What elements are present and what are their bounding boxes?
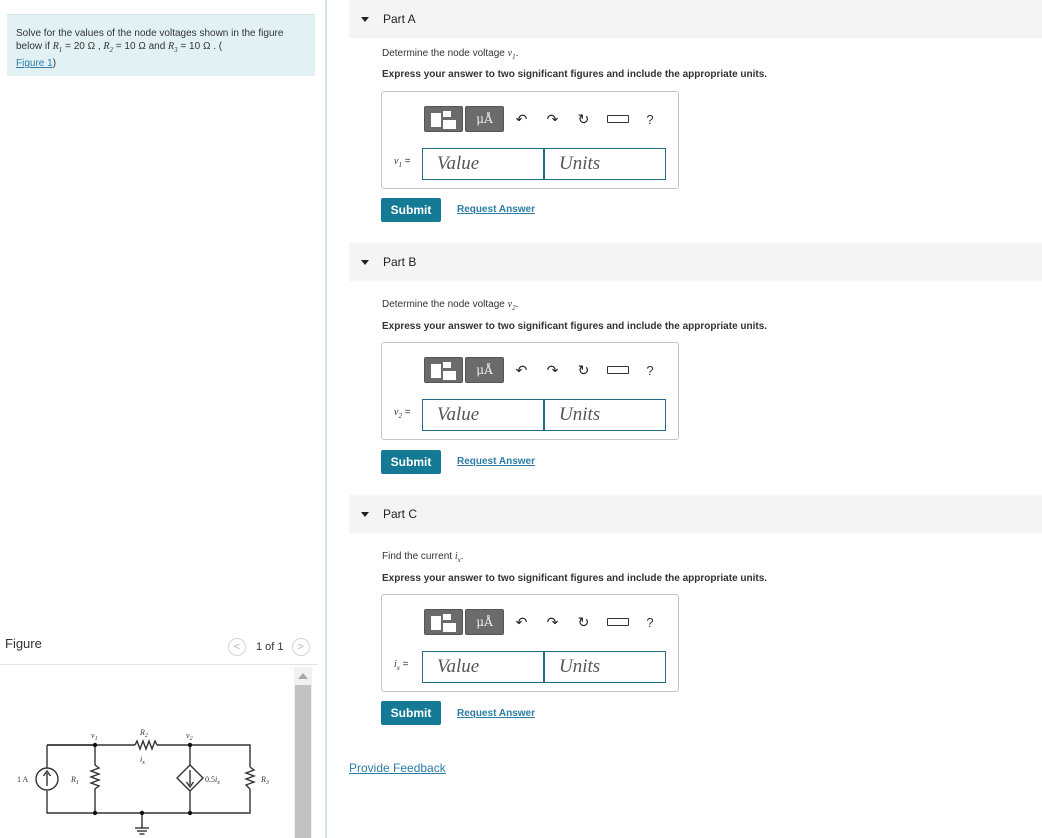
dependent-source-label: $0.5i_x$ — [205, 775, 220, 786]
figure-counter: 1 of 1 — [256, 641, 284, 653]
keyboard-icon[interactable] — [607, 618, 629, 626]
circuit-diagram — [5, 665, 295, 838]
help-icon[interactable]: ? — [646, 614, 654, 630]
r2-label: $R_2$ — [140, 728, 148, 739]
scroll-thumb[interactable] — [295, 685, 311, 838]
r3-symbol: $R_3$ — [168, 41, 178, 54]
r2-value: = 10 Ω and — [113, 41, 169, 52]
provide-feedback-link[interactable]: Provide Feedback — [349, 761, 446, 775]
column-divider — [325, 0, 327, 838]
math-toolbar — [424, 106, 663, 132]
scroll-up-icon[interactable] — [298, 673, 308, 679]
value-input[interactable] — [422, 399, 544, 431]
variable-label: $i_x$ = — [394, 659, 409, 672]
value-input[interactable] — [422, 651, 544, 683]
part-b-header[interactable] — [349, 243, 1042, 281]
units-button[interactable]: μÅ — [465, 357, 504, 383]
caret-down-icon — [361, 17, 369, 22]
reset-icon[interactable]: ↻ — [577, 110, 590, 127]
part-b-prompt: Determine the node voltage $v_2$. — [382, 299, 519, 312]
v2-label: $v_2$ — [186, 731, 193, 742]
part-c-instruction: Express your answer to two significant figures and include the appropriate units. — [382, 573, 768, 584]
undo-icon[interactable]: ↶ — [515, 110, 528, 127]
part-c-title: Part C — [383, 507, 418, 521]
units-button[interactable]: μÅ — [465, 106, 504, 132]
reset-icon[interactable]: ↻ — [577, 361, 590, 378]
source-label: 1 A — [17, 775, 29, 784]
submit-button[interactable]: Submit — [381, 701, 441, 725]
part-c-answer-box — [381, 594, 679, 692]
ix-label: $i_x$ — [140, 755, 145, 766]
part-a-answer-box — [381, 91, 679, 189]
redo-icon[interactable]: ↷ — [546, 110, 559, 127]
part-c-header[interactable] — [349, 495, 1042, 533]
chevron-left-icon[interactable]: < — [228, 638, 246, 656]
problem-text: Solve for the values of the node voltages shown in the figure below if — [16, 28, 284, 52]
figure-panel — [5, 665, 295, 838]
help-icon[interactable]: ? — [646, 111, 654, 127]
problem-statement — [7, 14, 315, 76]
math-toolbar — [424, 357, 663, 383]
templates-icon[interactable] — [424, 357, 463, 383]
r3-value: = 10 Ω . ( — [177, 41, 223, 52]
figure-scrollbar[interactable] — [294, 667, 312, 838]
problem-text-end: ) — [52, 58, 57, 69]
part-a-prompt: Determine the node voltage $v_1$. — [382, 48, 519, 61]
request-answer-link[interactable]: Request Answer — [457, 708, 535, 719]
redo-icon[interactable]: ↷ — [546, 361, 559, 378]
request-answer-link[interactable]: Request Answer — [457, 456, 535, 467]
units-input[interactable] — [544, 148, 666, 180]
r3-label: $R_3$ — [261, 775, 269, 786]
part-b-answer-box — [381, 342, 679, 440]
r2-symbol: $R_2$ — [103, 41, 114, 54]
part-b-instruction: Express your answer to two significant figures and include the appropriate units. — [382, 321, 768, 332]
part-a-header[interactable] — [349, 0, 1042, 38]
submit-button[interactable]: Submit — [381, 198, 441, 222]
left-column — [0, 0, 326, 838]
r1-value: = 20 Ω , — [62, 41, 104, 52]
reset-icon[interactable]: ↻ — [577, 613, 590, 630]
redo-icon[interactable]: ↷ — [546, 613, 559, 630]
figure-link[interactable]: Figure 1 — [16, 58, 53, 69]
r1-label: $R_1$ — [71, 775, 79, 786]
keyboard-icon[interactable] — [607, 115, 629, 123]
r1-symbol: $R_1$ — [52, 41, 63, 54]
undo-icon[interactable]: ↶ — [515, 361, 528, 378]
chevron-right-icon[interactable]: > — [292, 638, 310, 656]
figure-nav — [228, 637, 310, 657]
variable-label: $v_2$ = — [394, 407, 411, 420]
help-icon[interactable]: ? — [646, 362, 654, 378]
v1-label: $v_1$ — [91, 731, 98, 742]
part-c-prompt: Find the current $i_x$. — [382, 551, 464, 564]
undo-icon[interactable]: ↶ — [515, 613, 528, 630]
units-button[interactable]: μÅ — [465, 609, 504, 635]
units-input[interactable] — [544, 399, 666, 431]
templates-icon[interactable] — [424, 609, 463, 635]
part-b-title: Part B — [383, 255, 417, 269]
request-answer-link[interactable]: Request Answer — [457, 204, 535, 215]
caret-down-icon — [361, 512, 369, 517]
caret-down-icon — [361, 260, 369, 265]
value-input[interactable] — [422, 148, 544, 180]
units-input[interactable] — [544, 651, 666, 683]
variable-label: $v_1$ = — [394, 156, 411, 169]
templates-icon[interactable] — [424, 106, 463, 132]
part-a-title: Part A — [383, 12, 416, 26]
figure-label: Figure — [5, 636, 42, 651]
submit-button[interactable]: Submit — [381, 450, 441, 474]
math-toolbar — [424, 609, 663, 635]
part-a-instruction: Express your answer to two significant figures and include the appropriate units. — [382, 69, 768, 80]
keyboard-icon[interactable] — [607, 366, 629, 374]
